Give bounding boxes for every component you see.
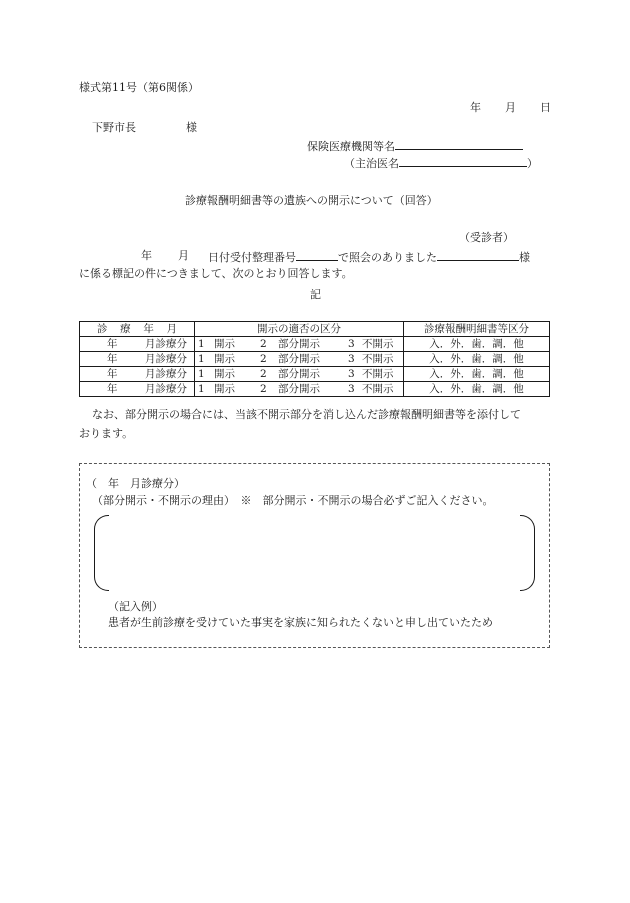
row-options-cell[interactable]	[195, 382, 404, 397]
note-line1: なお、部分開示の場合には、当該不開示部分を消し込んだ診療報酬明細書等を添付して	[92, 408, 521, 421]
option-number: 3	[348, 353, 355, 365]
table-row	[80, 367, 550, 382]
row-kind-cell[interactable]: 入．外．歯．調．他	[404, 352, 550, 367]
header-month-char: 年	[143, 323, 154, 335]
receipt-number-blank[interactable]	[296, 250, 338, 261]
row-options-cell[interactable]	[195, 367, 404, 382]
option-number: 1	[198, 353, 205, 365]
row-year: 年	[107, 383, 118, 395]
doctor-row	[344, 156, 538, 169]
option-partial[interactable]: 部分開示	[278, 383, 320, 395]
option-number: 2	[260, 338, 267, 350]
option-disclose[interactable]: 開示	[214, 338, 235, 350]
row-options-cell[interactable]	[195, 337, 404, 352]
right-bracket	[520, 515, 535, 591]
doctor-blank[interactable]	[399, 156, 527, 167]
row-month-cell[interactable]	[80, 367, 195, 382]
row-month-cell[interactable]	[80, 352, 195, 367]
institution-label: 保険医療機関等名	[307, 140, 395, 153]
table-header-row	[80, 322, 550, 337]
option-number: 3	[348, 383, 355, 395]
reason-head: （ 年 月診療分）	[86, 477, 185, 490]
addressee-honorific: 様	[186, 121, 197, 134]
inquiry-text: で照会のありました	[338, 251, 437, 264]
doctor-close: ）	[527, 157, 538, 170]
option-nondisclose[interactable]: 不開示	[362, 353, 394, 365]
header-month-char: 月	[166, 323, 177, 335]
row-kind-cell[interactable]: 入．外．歯．調．他	[404, 382, 550, 397]
left-bracket	[94, 515, 109, 591]
row-options-cell[interactable]	[195, 352, 404, 367]
institution-row	[307, 139, 523, 152]
disclosure-table	[79, 321, 550, 397]
header-month-char: 診	[97, 323, 108, 335]
option-disclose[interactable]: 開示	[214, 353, 235, 365]
header-options: 開示の適否の区分	[195, 322, 404, 337]
row-month: 月診療分	[145, 338, 187, 350]
reason-input-area[interactable]	[112, 527, 512, 583]
option-number: 3	[348, 338, 355, 350]
row-kind-cell[interactable]: 入．外．歯．調．他	[404, 337, 550, 352]
option-number: 2	[260, 353, 267, 365]
example-text: 患者が生前診療を受けていた事実を家族に知られたくないと申し出ていたため	[108, 616, 493, 629]
header-month-char: 療	[120, 323, 131, 335]
option-number: 1	[198, 368, 205, 380]
row-year: 年	[107, 368, 118, 380]
body-month: 月	[178, 249, 189, 262]
doctor-label: （主治医名	[344, 157, 399, 170]
date-year: 年	[470, 101, 481, 114]
option-number: 1	[198, 383, 205, 395]
option-partial[interactable]: 部分開示	[278, 353, 320, 365]
option-partial[interactable]: 部分開示	[278, 338, 320, 350]
option-number: 2	[260, 383, 267, 395]
option-nondisclose[interactable]: 不開示	[362, 383, 394, 395]
addressee-name: 下野市長	[92, 121, 136, 134]
option-partial[interactable]: 部分開示	[278, 368, 320, 380]
document-title: 診療報酬明細書等の遺族への開示について（回答）	[185, 194, 438, 207]
row-month: 月診療分	[145, 353, 187, 365]
date-month: 月	[505, 101, 516, 114]
header-month	[80, 322, 195, 337]
header-kind: 診療報酬明細書等区分	[404, 322, 550, 337]
row-year: 年	[107, 338, 118, 350]
row-month: 月診療分	[145, 383, 187, 395]
sama-text: 様	[519, 251, 530, 264]
option-number: 2	[260, 368, 267, 380]
row-month-cell[interactable]	[80, 337, 195, 352]
body-line2: に係る標記の件につきまして、次のとおり回答します。	[79, 267, 353, 280]
option-number: 3	[348, 368, 355, 380]
body-year: 年	[141, 249, 152, 262]
option-disclose[interactable]: 開示	[214, 383, 235, 395]
table-row	[80, 352, 550, 367]
option-nondisclose[interactable]: 不開示	[362, 368, 394, 380]
row-kind-cell[interactable]: 入．外．歯．調．他	[404, 367, 550, 382]
option-disclose[interactable]: 開示	[214, 368, 235, 380]
patient-label: （受診者）	[459, 231, 514, 244]
institution-blank[interactable]	[395, 139, 523, 150]
reason-label: （部分開示・不開示の理由） ※ 部分開示・不開示の場合必ずご記入ください。	[92, 494, 494, 507]
receipt-label: 日付受付整理番号	[208, 251, 296, 264]
example-label: （記入例）	[108, 600, 163, 613]
option-number: 1	[198, 338, 205, 350]
row-month: 月診療分	[145, 368, 187, 380]
patient-name-blank[interactable]	[437, 250, 519, 261]
note-line2: おります。	[79, 427, 134, 440]
row-year: 年	[107, 353, 118, 365]
form-number: 様式第11号（第6関係）	[79, 81, 199, 94]
table-row	[80, 337, 550, 352]
option-nondisclose[interactable]: 不開示	[362, 338, 394, 350]
row-month-cell[interactable]	[80, 382, 195, 397]
ki-mark: 記	[310, 288, 321, 301]
table-row	[80, 382, 550, 397]
body-receipt-row	[208, 250, 530, 263]
date-day: 日	[540, 101, 551, 114]
